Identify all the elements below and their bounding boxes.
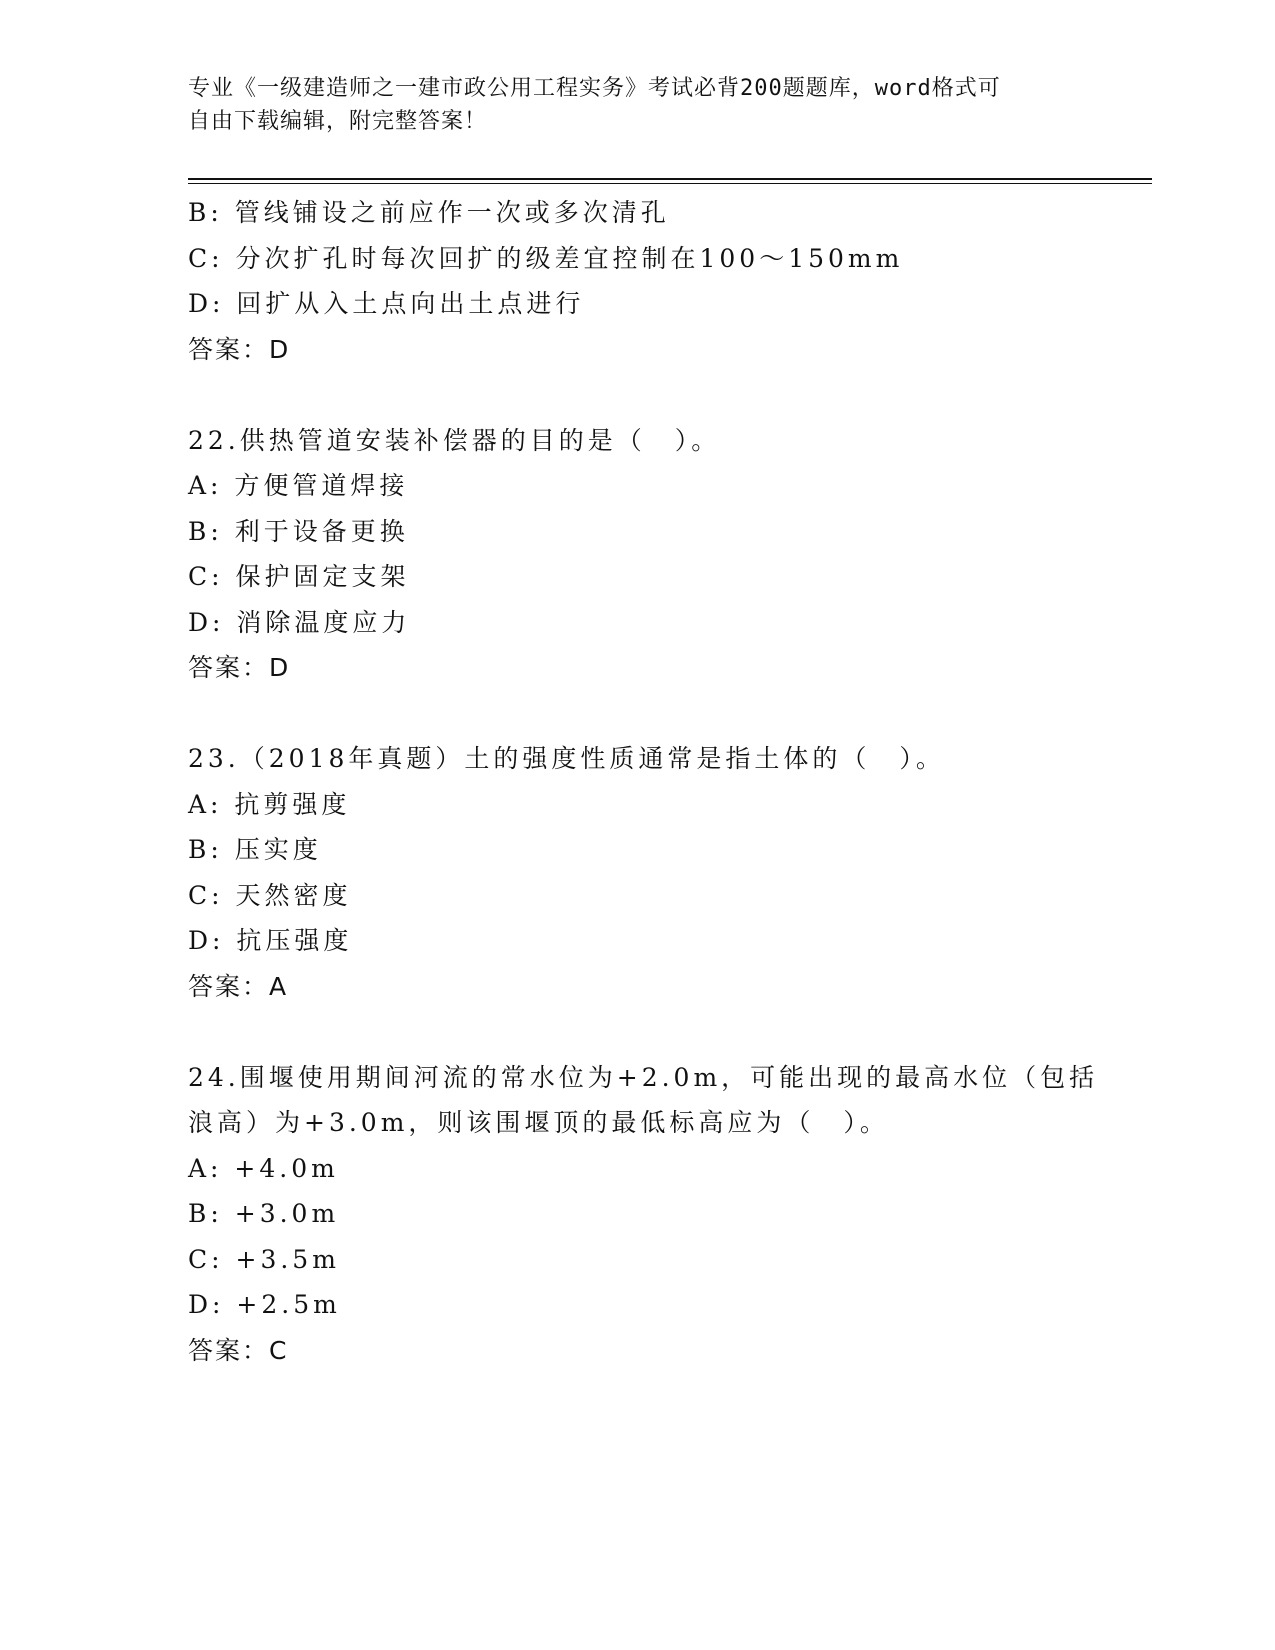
option-c: C: 天然密度 xyxy=(188,880,352,910)
option-a: A: +4.0m xyxy=(188,1153,339,1183)
question-22 xyxy=(188,418,1088,691)
option-a: A: 抗剪强度 xyxy=(188,789,351,819)
option-a: A: 方便管道焊接 xyxy=(188,471,409,500)
option-c: C: +3.5m xyxy=(188,1244,340,1274)
spacer xyxy=(188,1009,1088,1055)
spacer xyxy=(188,691,1088,737)
spacer xyxy=(188,372,1088,418)
question-21-tail xyxy=(188,190,1088,372)
header-line-2: 自由下载编辑，附完整答案！ xyxy=(188,109,488,134)
option-c: C: 分次扩孔时每次回扩的级差宜控制在100～150mm xyxy=(188,243,904,273)
option-d: D: 抗压强度 xyxy=(188,926,353,955)
header-divider-thin xyxy=(188,183,1152,184)
option-d: D: 消除温度应力 xyxy=(188,607,411,637)
answer: 答案：C xyxy=(188,1335,289,1365)
header-divider-thick xyxy=(188,178,1152,180)
option-d: D: 回扩从入土点向出土点进行 xyxy=(188,289,585,318)
option-d: D: +2.5m xyxy=(188,1290,341,1319)
option-b: B: 压实度 xyxy=(188,835,322,864)
option-b: B: 利于设备更换 xyxy=(188,516,409,546)
question-stem-line-1: 24.围堰使用期间河流的常水位为+2.0m，可能出现的最高水位（包括 xyxy=(188,1062,1099,1092)
answer: 答案：D xyxy=(188,653,291,682)
question-stem-line-2: 浪高）为+3.0m，则该围堰顶的最低标高应为（ ）。 xyxy=(188,1108,889,1137)
answer: 答案：D xyxy=(188,334,291,364)
question-23 xyxy=(188,736,1088,1009)
answer: 答案：A xyxy=(188,971,289,1001)
document-header xyxy=(188,72,1068,138)
option-c: C: 保护固定支架 xyxy=(188,562,410,591)
question-24 xyxy=(188,1055,1099,1374)
question-stem: 23.（2018年真题）土的强度性质通常是指土体的（ ）。 xyxy=(188,744,945,773)
question-list xyxy=(188,190,1099,1373)
question-stem: 22.供热管道安装补偿器的目的是（ ）。 xyxy=(188,425,721,455)
header-line-1: 专业《一级建造师之一建市政公用工程实务》考试必背200题题库，word格式可 xyxy=(188,76,1001,101)
option-b: B: 管线铺设之前应作一次或多次清孔 xyxy=(188,198,670,227)
option-b: B: +3.0m xyxy=(188,1199,340,1228)
